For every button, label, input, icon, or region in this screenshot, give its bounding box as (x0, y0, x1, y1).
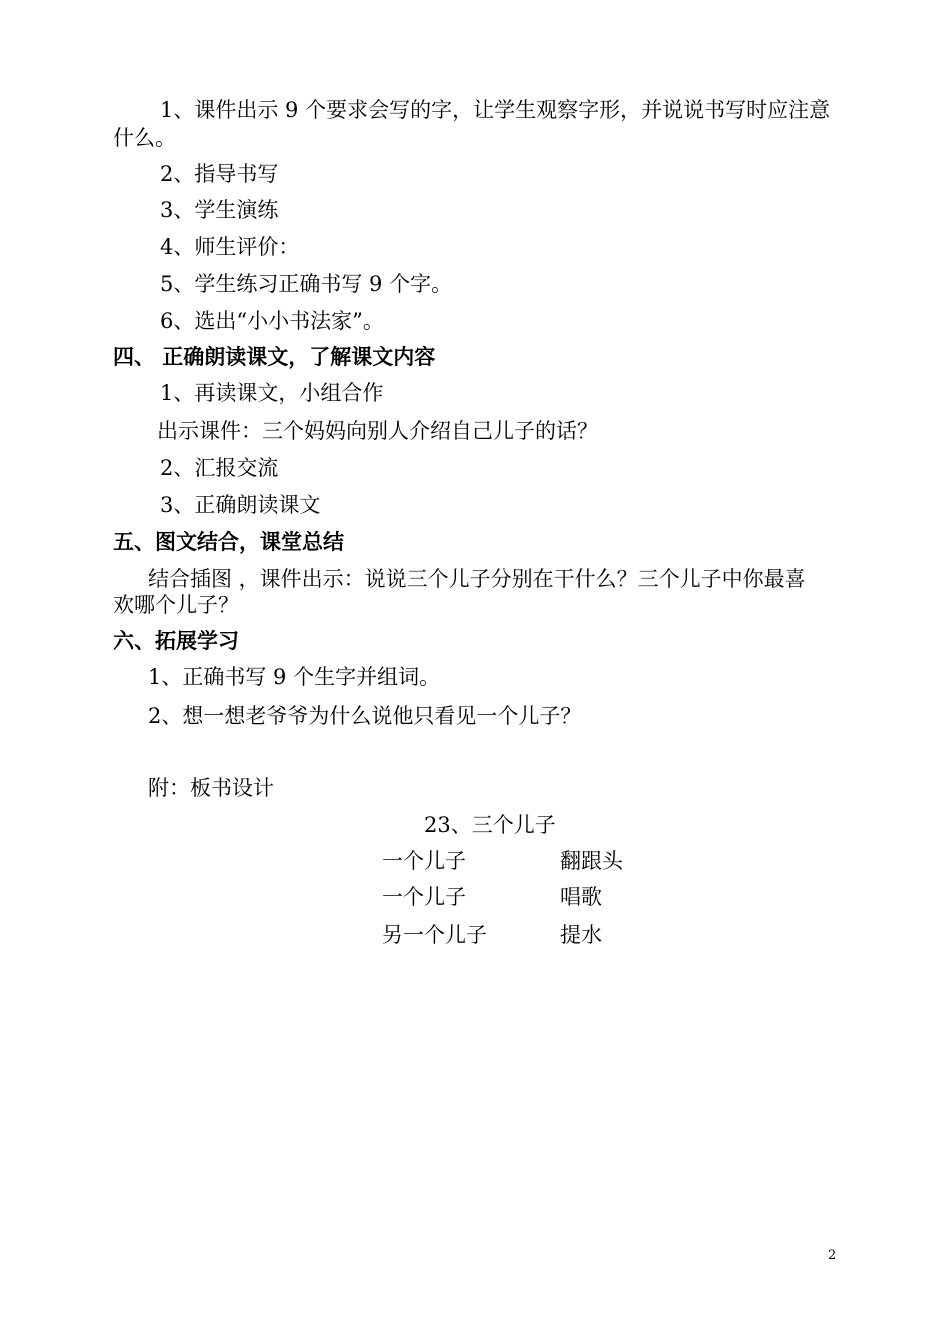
board-title: 23、三个儿子 (424, 813, 556, 837)
section4-item-note: 出示课件：三个妈妈向别人介绍自己儿子的话？ (157, 419, 598, 443)
board-row-3-left: 另一个儿子 (382, 923, 487, 947)
board-row-2-right: 唱歌 (560, 885, 602, 909)
section6-item-1: 1、正确书写 9 个生字并组词。 (148, 665, 441, 689)
section5-text-line-1: 结合插图 ，课件出示：说说三个儿子分别在干什么？三个儿子中你最喜 (148, 567, 806, 591)
section3-item-1-cont: 什么。 (113, 126, 176, 150)
section5-text-line-2: 欢哪个儿子？ (113, 593, 239, 617)
section3-item-2: 2、指导书写 (160, 162, 279, 186)
board-row-3-right: 提水 (560, 923, 602, 947)
section3-item-1: 1、课件出示 9 个要求会写的字，让学生观察字形，并说说书写时应注意 (160, 98, 831, 122)
section4-item-1: 1、再读课文，小组合作 (160, 381, 384, 405)
section3-item-5: 5、学生练习正确书写 9 个字。 (160, 272, 453, 296)
section3-item-6: 6、选出“小小书法家”。 (160, 309, 384, 333)
section3-item-3: 3、学生演练 (160, 198, 279, 222)
board-row-1-right: 翻跟头 (560, 849, 623, 873)
section4-heading: 四、 正确朗读课文，了解课文内容 (113, 345, 436, 369)
board-row-1-left: 一个儿子 (382, 849, 466, 873)
section3-item-4: 4、师生评价： (160, 235, 300, 259)
section5-heading: 五、图文结合，课堂总结 (113, 530, 344, 554)
section6-item-2: 2、想一想老爷爷为什么说他只看见一个儿子？ (148, 704, 582, 728)
appendix-label: 附：板书设计 (148, 776, 274, 800)
board-row-2-left: 一个儿子 (382, 885, 466, 909)
section4-item-3: 3、正确朗读课文 (160, 493, 321, 517)
section6-heading: 六、拓展学习 (113, 629, 239, 653)
page-number: 2 (828, 1248, 837, 1263)
section4-item-2: 2、汇报交流 (160, 456, 279, 480)
